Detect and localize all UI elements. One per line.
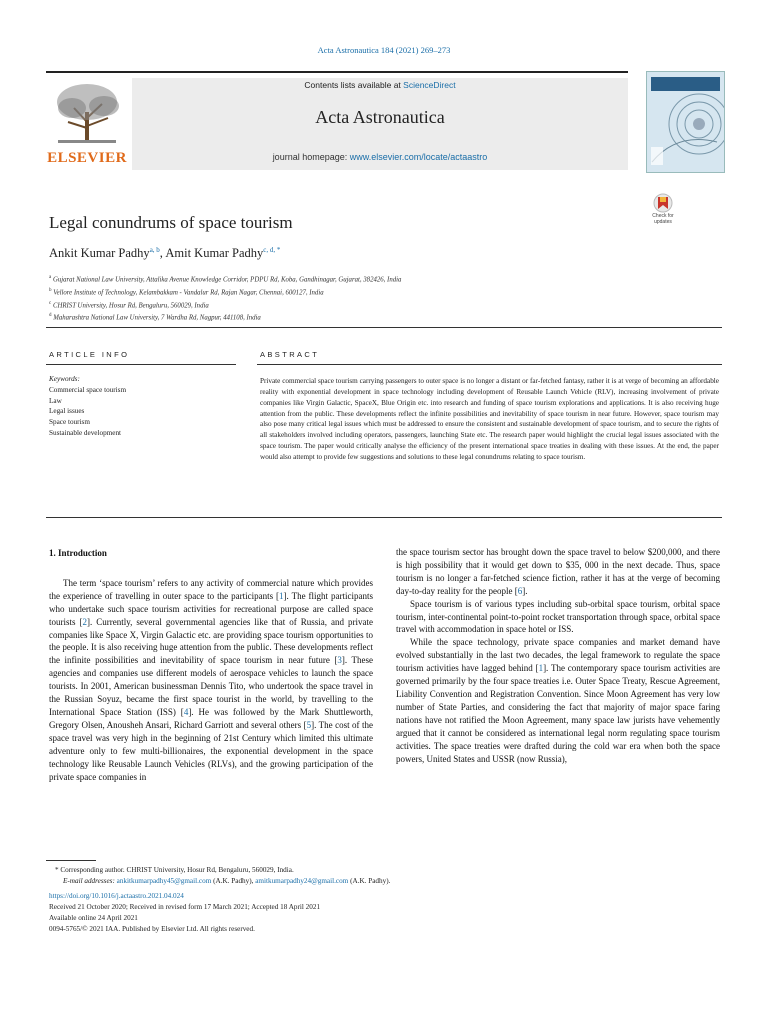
article-info-heading: ARTICLE INFO (49, 350, 130, 359)
footnote-rule (46, 860, 96, 861)
affil-text: Maharashtra National Law University, 7 Wardha Rd, Nagpur, 441108, India (53, 314, 261, 322)
author-name[interactable]: Amit Kumar Padhy (165, 246, 264, 261)
received-dates: Received 21 October 2020; Received in revised form 17 March 2021; Accepted 18 April 2021 (49, 903, 321, 911)
keyword: Sustainable development (49, 428, 122, 437)
body-paragraph: While the space technology, private space companies and market demand have evolved substantially in the last two decades, the legal framework to regulate the space tourism activities have lagged behind [1]. The contemporary space tourism activities are governed primarily by the four space treaties i.e. Outer Space Treaty, Rescue Agreement, Liability Convention and Registration Convention. Since Moon Agreement has very low number of State Parties, and considering the fact that majority of major space faring nations have not ratified the Moon Agreement, many space law jurists have vehemently argued that it cannot be considered as international legal norm regulating space tourism activities. The space treaties were drafted during the cold war era when both the space powers, United States and USSR (now Russia), (396, 637, 720, 764)
reference-link[interactable]: 3 (337, 655, 342, 666)
affiliation (49, 273, 401, 286)
email-link[interactable]: ankitkumarpadhy45@gmail.com (116, 877, 212, 885)
affiliation (49, 286, 401, 299)
author-affil-marks[interactable]: a, b (149, 246, 160, 254)
affil-mark: a (49, 275, 52, 280)
section-divider (46, 517, 722, 518)
affil-mark: b (49, 287, 52, 293)
available-online: Available online 24 April 2021 (49, 914, 138, 922)
email-line (49, 876, 719, 887)
article-info-rule (46, 364, 236, 365)
homepage-link[interactable]: www.elsevier.com/locate/actaastro (349, 152, 488, 162)
author-list: Ankit Kumar Padhy$^{a, b}$, Amit Kumar Padhy$^{c, d, *}$ (49, 246, 281, 261)
journal-title: Acta Astronautica (315, 107, 445, 127)
author-name[interactable]: Ankit Kumar Padhy (49, 246, 150, 261)
article-title: Legal conundrums of space tourism (49, 213, 293, 232)
reference-link[interactable]: 1 (279, 590, 284, 601)
contents-prefix: Contents lists available at (304, 80, 404, 90)
reference-link[interactable]: 4 (183, 706, 189, 717)
reference-link[interactable]: 6 (517, 585, 523, 596)
reference-link[interactable]: 5 (306, 719, 312, 730)
body-paragraph: Space tourism is of various types including sub-orbital space tourism, orbital space tourism, inter-continental point-to-point rocket transportation through space, orbital space travel with accommodation in space hotel or ISS. (396, 598, 720, 635)
abstract-heading: ABSTRACT (260, 350, 320, 359)
keyword: Legal issues (49, 407, 85, 416)
body-left-column (49, 547, 373, 783)
affiliation (49, 311, 401, 324)
body-right-column (396, 546, 720, 765)
keyword: Commercial space tourism (49, 385, 127, 394)
affil-text: CHRIST University, Hosur Rd, Bengaluru, 560029, India (52, 301, 209, 309)
page-footer (49, 865, 719, 935)
affil-text: Gujarat National Law University, Attalika Avenue Knowledge Corridor, PDPU Rd, Koba, Gandhinagar, Gujarat, 382426, India (52, 276, 402, 284)
section-heading: 1. Introduction (49, 548, 107, 558)
journal-homepage (132, 152, 628, 162)
sciencedirect-link[interactable]: ScienceDirect (403, 80, 456, 90)
check-for-updates-label: Check for updates (652, 213, 674, 225)
corresponding-author: * Corresponding author. CHRIST University, Hosur Rd, Bengaluru, 560029, India. (55, 866, 294, 874)
email-owner: (A.K. Padhy), (211, 877, 256, 885)
email-owner: (A.K. Padhy). (348, 877, 391, 885)
header-rule (46, 71, 628, 73)
journal-cover-image[interactable] (646, 71, 725, 173)
affil-mark: c (49, 300, 52, 306)
email-link[interactable]: amitkumarpadhy24@gmail.com (255, 877, 349, 885)
reference-link[interactable]: 1 (538, 663, 544, 674)
abstract-text: Private commercial space tourism carrying passengers to outer space is no longer a distant or far-fetched fantasy, rather it is at verge of becoming an affordable reality with exponential development in space technology including development of Reusable Launch Vehicle (RLV), increasing involvement of private companies like Virgin Galactic, SpaceX, Blue Origin etc. into research and funding of space tourism explorations and applications. It is also receiving huge attention from the public. These developments reflect the infinite possibilities and inevitability of space tourism in near future. However, space tourism may also pose many critical legal issues which must be addressed to ensure the consistent and sustainable development of space tourism, and to secure the rights of all stakeholders involved including operators, passengers, launching State etc. The research paper would highlight the crucial legal issues associated with the space tourism. The paper would critically analyse the efficiency of the present international space treaties in dealing with these issues. At the end, the paper would also attempt to provide few suggestions and solutions to these legal conundrums relating to space tourism. (260, 377, 719, 461)
doi-link[interactable]: https://doi.org/10.1016/j.actaastro.2021.04.024 (49, 892, 184, 900)
journal-citation[interactable]: Acta Astronautica 184 (2021) 269–273 (317, 45, 451, 55)
affiliation-list (49, 273, 401, 324)
keywords-label: Keywords: (49, 375, 80, 383)
abstract-rule (257, 364, 722, 365)
publisher-wordmark[interactable]: ELSEVIER (47, 150, 127, 166)
keyword: Space tourism (49, 418, 90, 427)
intro-paragraph: The term ‘space tourism’ refers to any activity of commercial nature which provides the experience of travelling in outer space to the participants [1]. The flight participants who undertake such space tourism activities for recreational purpose are called space tourists [2]. Currently, several governmental agencies like that of Russia, and private companies like Space X, Virgin Galactic etc. are providing space tourism opportunities to the people. It is also receiving huge attention from the public. These developments reflect the infinite possibilities and inevitability of space tourism in near future [3]. These agencies and companies use different models of aerospace vehicles to launch the space tourists. In 2001, American businessman Dennis Tito, who undertook the space travel in the Russian Soyuz, became the first space tourist in the world, by travelling to the International Space Station (ISS) [4]. He was followed by the Mark Shuttleworth, Gregory Olsen, Anousheh Ansari, Richard Garriott and several others [5]. The cost of the space travel was very high in the beginning of 21st Century which limited this ultimate adventure only to few multi-billionaires, the exponential development in the space technology like Reusable Launch Vehicles (RLVs), and the growing participation of the private space companies in (49, 577, 373, 782)
copyright: 0094-5765/© 2021 IAA. Published by Elsevier Ltd. All rights reserved. (49, 925, 255, 933)
body-paragraph: the space tourism sector has brought down the space travel to below $200,000, and there is high possibility that it would get down to $35, 000 in the next decade. Thus, space tourism is no longer a far-fetched science fiction, rather it has at the verge of becoming day-to-day reality for the people [6]. (396, 547, 720, 596)
reference-link[interactable]: 2 (82, 616, 87, 627)
email-label: E-mail addresses: (63, 877, 117, 885)
keyword: Law (49, 396, 62, 405)
section-divider (46, 327, 722, 328)
keywords-block (49, 374, 229, 439)
contents-line (132, 80, 628, 90)
homepage-prefix: journal homepage: (272, 152, 350, 162)
affiliation (49, 299, 401, 312)
author-affil-marks[interactable]: c, d, * (263, 246, 281, 254)
affil-text: Vellore Institute of Technology, Kelambakkam - Vandalur Rd, Rajan Nagar, Chennai, 600127, India (53, 289, 324, 297)
affil-mark: d (49, 313, 52, 319)
